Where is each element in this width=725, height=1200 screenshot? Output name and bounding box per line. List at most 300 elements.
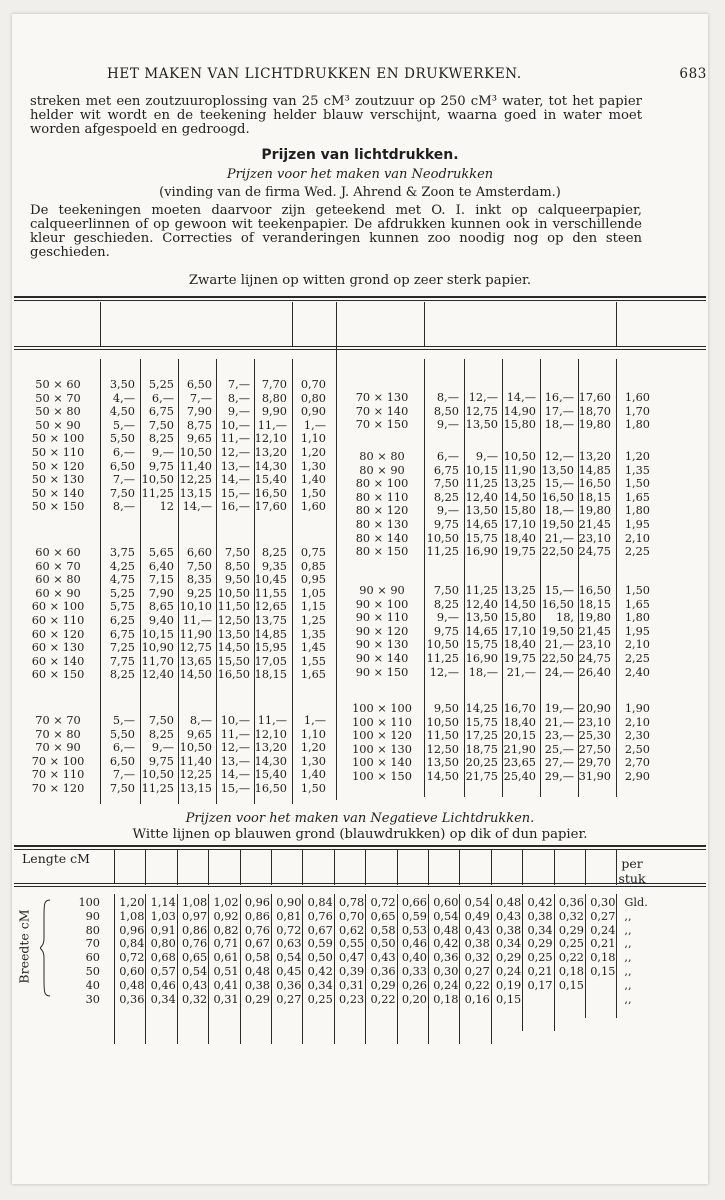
price-cell: 0,15 bbox=[496, 992, 522, 1006]
price-cell: 2,10 bbox=[624, 715, 650, 729]
price-cell: 6,40 bbox=[148, 559, 174, 573]
width-cell: 80 bbox=[85, 923, 100, 937]
price-cell: 0,36 bbox=[370, 965, 396, 978]
price-cell: 1,20 bbox=[119, 896, 145, 909]
price-cell: 7,50 bbox=[224, 546, 250, 559]
price-cell: 9,75 bbox=[148, 459, 174, 473]
size-cell: 100 × 150 bbox=[352, 770, 412, 783]
price-cell: 11,90 bbox=[179, 627, 212, 641]
price-cell: 10,50 bbox=[141, 768, 174, 782]
price-cell: 5,65 bbox=[148, 546, 174, 559]
price-cell: 1,03 bbox=[150, 909, 176, 923]
price-cell: 12,75 bbox=[179, 641, 212, 655]
price-cell: 0,50 bbox=[307, 951, 333, 965]
size-cell: 100 × 120 bbox=[352, 729, 412, 743]
price-cell: 16,50 bbox=[254, 782, 287, 795]
price-cell: 29,70 bbox=[578, 756, 611, 770]
size-cell: 50 × 70 bbox=[35, 391, 81, 405]
price-cell: 2,90 bbox=[624, 770, 650, 783]
price-cell: 16,50 bbox=[541, 597, 574, 611]
size-cell: 60 × 110 bbox=[31, 614, 85, 627]
unit-cell: ,, bbox=[624, 909, 632, 923]
price-cell: 10,90 bbox=[141, 641, 174, 655]
price-cell: 0,29 bbox=[558, 923, 584, 937]
price-cell: 21,— bbox=[544, 531, 574, 545]
price-cell: 13,25 bbox=[503, 584, 536, 597]
price-cell: 21,90 bbox=[503, 742, 536, 756]
price-cell: 18,— bbox=[468, 665, 498, 679]
width-cell: 90 bbox=[85, 909, 100, 923]
price-cell: 5,25 bbox=[148, 378, 174, 391]
price-cell: 0,15 bbox=[558, 978, 584, 992]
price-cell: 0,22 bbox=[464, 978, 490, 992]
price-cell: 0,55 bbox=[339, 937, 365, 951]
price-cell: 12,— bbox=[220, 741, 250, 755]
price-cell: 1,20 bbox=[624, 450, 650, 463]
price-cell: 0,67 bbox=[244, 937, 270, 951]
price-cell: 0,48 bbox=[496, 896, 522, 909]
price-cell: 6,75 bbox=[433, 463, 459, 477]
price-cell: 18,15 bbox=[254, 668, 287, 682]
price-cell: 23,65 bbox=[503, 756, 536, 770]
price-cell: 7,50 bbox=[148, 418, 174, 432]
table-row bbox=[12, 896, 708, 910]
price-cell: 19,80 bbox=[578, 504, 611, 518]
price-cell: 0,19 bbox=[496, 978, 522, 992]
width-cell: 70 bbox=[85, 937, 100, 951]
price-cell: 18,40 bbox=[503, 531, 536, 545]
price-cell: 0,34 bbox=[150, 992, 176, 1006]
price-cell: 2,40 bbox=[624, 665, 650, 679]
price-cell: 1,50 bbox=[624, 584, 650, 597]
price-cell: 20,15 bbox=[503, 729, 536, 743]
table2-caption: Witte lijnen op blauwen grond (blauwdrukken) op dik of dun papier. bbox=[132, 827, 588, 842]
price-cell: 2,25 bbox=[624, 652, 650, 665]
price-cell: 23,10 bbox=[578, 531, 611, 545]
price-cell: 0,63 bbox=[276, 937, 302, 951]
price-cell: 25,30 bbox=[578, 729, 611, 743]
price-cell: 9,— bbox=[436, 611, 459, 625]
price-cell: 0,86 bbox=[182, 923, 208, 937]
price-cell: 8,— bbox=[436, 391, 459, 404]
price-cell: 7,70 bbox=[261, 378, 287, 391]
price-cell: 7,— bbox=[189, 391, 212, 405]
price-cell: 1,45 bbox=[300, 641, 326, 655]
price-cell: 0,41 bbox=[213, 978, 239, 992]
table-row bbox=[12, 910, 708, 924]
per-stuk-label bbox=[614, 856, 650, 886]
price-cell: 1,10 bbox=[300, 727, 326, 741]
price-cell: 11,25 bbox=[426, 545, 459, 559]
price-cell: 15,75 bbox=[465, 715, 498, 729]
price-cell: 6,75 bbox=[109, 627, 135, 641]
size-cell: 80 × 90 bbox=[359, 463, 405, 477]
price-cell: 5,25 bbox=[109, 586, 135, 600]
price-cell: 1,65 bbox=[624, 597, 650, 611]
price-cell: 13,50 bbox=[426, 756, 459, 770]
size-cell: 60 × 100 bbox=[31, 600, 85, 614]
price-cell: 8,25 bbox=[148, 432, 174, 446]
price-cell: 0,60 bbox=[433, 896, 459, 909]
price-cell: 4,25 bbox=[109, 559, 135, 573]
price-cell: 8,25 bbox=[261, 546, 287, 559]
unit-cell: ,, bbox=[624, 965, 632, 978]
price-cell: 14,25 bbox=[465, 702, 498, 715]
price-cell: 0,72 bbox=[119, 951, 145, 965]
price-cell: 1,40 bbox=[300, 473, 326, 487]
subheading-note: (vinding van de firma Wed. J. Ahrend & Zoon te Amsterdam.) bbox=[159, 185, 561, 200]
price-cell: 0,66 bbox=[401, 896, 427, 909]
price-cell: 17,05 bbox=[254, 654, 287, 668]
price-cell: 1,15 bbox=[300, 600, 326, 614]
price-cell: 12,40 bbox=[465, 597, 498, 611]
price-cell: 14,30 bbox=[254, 459, 287, 473]
size-cell: 70 × 130 bbox=[355, 391, 409, 404]
price-cell: 8,80 bbox=[261, 391, 287, 405]
price-cell: 0,42 bbox=[307, 965, 333, 978]
price-cell: 16,50 bbox=[217, 668, 250, 682]
price-cell: 1,80 bbox=[624, 504, 650, 518]
price-cell: 9,— bbox=[436, 504, 459, 518]
price-cell: 13,20 bbox=[254, 446, 287, 459]
size-cell: 60 × 80 bbox=[35, 573, 81, 587]
size-cell: 70 × 90 bbox=[35, 741, 81, 755]
price-cell: 19,75 bbox=[503, 545, 536, 559]
price-cell: 1,35 bbox=[300, 627, 326, 641]
price-cell: 6,25 bbox=[109, 614, 135, 627]
price-cell: 0,86 bbox=[244, 909, 270, 923]
price-cell: 21,— bbox=[544, 638, 574, 652]
price-cell: 13,20 bbox=[578, 450, 611, 463]
table1-caption: Zwarte lijnen op witten grond op zeer sterk papier. bbox=[188, 273, 532, 288]
price-cell: 7,— bbox=[112, 768, 135, 782]
price-cell: 6,— bbox=[112, 741, 135, 755]
price-cell: 12,— bbox=[468, 391, 498, 404]
price-cell: 0,27 bbox=[590, 909, 616, 923]
price-cell: 7,75 bbox=[109, 654, 135, 668]
size-cell: 50 × 140 bbox=[31, 486, 85, 500]
price-cell: 12 bbox=[159, 500, 174, 514]
price-cell: 17,25 bbox=[465, 729, 498, 743]
price-cell: 23,10 bbox=[578, 715, 611, 729]
price-table-negatieve bbox=[12, 14, 708, 1184]
price-cell: 10,— bbox=[220, 714, 250, 727]
price-cell: 19,80 bbox=[578, 418, 611, 432]
price-cell: 12,— bbox=[220, 446, 250, 459]
price-cell: 15,75 bbox=[465, 638, 498, 652]
price-cell: 0,43 bbox=[496, 909, 522, 923]
price-cell: 13,25 bbox=[503, 477, 536, 491]
width-cell: 100 bbox=[78, 896, 100, 909]
price-cell: 12,25 bbox=[179, 768, 212, 782]
price-cell: 19,— bbox=[544, 702, 574, 715]
price-cell: 2,30 bbox=[624, 729, 650, 743]
price-cell: 1,30 bbox=[300, 754, 326, 768]
price-cell: 0,75 bbox=[300, 546, 326, 559]
intro-paragraph: streken met een zoutzuuroplossing van 25 cM³ zoutzuur op 250 cM³ water, tot het papier helder wit wordt en de teekening helder blauw verschijnt, waarna goed in water moet worden afgespoeld en gedroogd. bbox=[30, 94, 642, 137]
price-cell: 12,40 bbox=[141, 668, 174, 682]
price-cell: 0,22 bbox=[558, 951, 584, 965]
price-cell: 3,75 bbox=[109, 546, 135, 559]
price-cell: 1,14 bbox=[150, 896, 176, 909]
price-cell: 18,70 bbox=[578, 404, 611, 418]
size-cell: 60 × 120 bbox=[31, 627, 85, 641]
price-cell: 15,75 bbox=[465, 531, 498, 545]
price-cell: 21,45 bbox=[578, 518, 611, 531]
price-cell: 0,68 bbox=[150, 951, 176, 965]
price-cell: 13,50 bbox=[217, 627, 250, 641]
price-cell: 11,70 bbox=[141, 654, 174, 668]
price-cell: 18,40 bbox=[503, 638, 536, 652]
price-cell: 0,30 bbox=[590, 896, 616, 909]
price-cell: 0,80 bbox=[300, 391, 326, 405]
price-cell: 16,90 bbox=[465, 652, 498, 665]
price-cell: 0,27 bbox=[464, 965, 490, 978]
price-cell: 0,29 bbox=[244, 992, 270, 1006]
price-cell: 0,17 bbox=[527, 978, 553, 992]
price-cell: 0,48 bbox=[433, 923, 459, 937]
price-cell: 11,40 bbox=[179, 459, 212, 473]
price-cell: 13,20 bbox=[254, 741, 287, 755]
price-cell: 2,50 bbox=[624, 742, 650, 756]
price-cell: 7,50 bbox=[148, 714, 174, 727]
price-cell: 1,02 bbox=[213, 896, 239, 909]
price-cell: 1,50 bbox=[300, 782, 326, 795]
price-cell: 17,— bbox=[544, 404, 574, 418]
price-cell: 31,90 bbox=[578, 770, 611, 783]
price-cell: 13,50 bbox=[541, 463, 574, 477]
price-cell: 6,— bbox=[112, 446, 135, 459]
size-cell: 60 × 140 bbox=[31, 654, 85, 668]
price-cell: 0,34 bbox=[307, 978, 333, 992]
price-cell: 1,60 bbox=[300, 500, 326, 514]
price-cell: 12,25 bbox=[179, 473, 212, 487]
price-cell: 12,75 bbox=[465, 404, 498, 418]
price-cell: 15,95 bbox=[254, 641, 287, 655]
price-cell: 10,50 bbox=[179, 741, 212, 755]
price-cell: 0,24 bbox=[433, 978, 459, 992]
lengte-label: Lengte cM bbox=[22, 851, 90, 866]
price-cell: 10,50 bbox=[141, 473, 174, 487]
price-cell: 8,— bbox=[189, 714, 212, 727]
size-cell: 80 × 80 bbox=[359, 450, 405, 463]
price-cell: 0,78 bbox=[339, 896, 365, 909]
price-cell: 0,46 bbox=[150, 978, 176, 992]
price-cell: 1,20 bbox=[300, 446, 326, 459]
price-cell: 0,84 bbox=[119, 937, 145, 951]
price-cell: 0,45 bbox=[276, 965, 302, 978]
price-cell: 2,70 bbox=[624, 756, 650, 770]
price-cell: 18,— bbox=[544, 418, 574, 432]
price-cell: 11,— bbox=[257, 418, 287, 432]
price-cell: 8,25 bbox=[109, 668, 135, 682]
table-row bbox=[12, 937, 708, 951]
price-cell: 7,50 bbox=[433, 584, 459, 597]
size-cell: 90 × 140 bbox=[355, 652, 409, 665]
price-cell: 12,— bbox=[429, 665, 459, 679]
price-cell: 17,10 bbox=[503, 518, 536, 531]
price-cell: 1,95 bbox=[624, 518, 650, 531]
price-cell: 18,— bbox=[544, 504, 574, 518]
price-cell: 1,90 bbox=[624, 702, 650, 715]
price-cell: 1,25 bbox=[300, 614, 326, 627]
price-cell: 1,08 bbox=[119, 909, 145, 923]
price-cell: 5,— bbox=[112, 714, 135, 727]
price-cell: 16,— bbox=[544, 391, 574, 404]
price-cell: 26,40 bbox=[578, 665, 611, 679]
table-row bbox=[12, 951, 708, 965]
price-cell: 5,— bbox=[112, 418, 135, 432]
unit-cell: ,, bbox=[624, 978, 632, 992]
price-cell: 0,53 bbox=[401, 923, 427, 937]
price-cell: 0,54 bbox=[433, 909, 459, 923]
price-cell: 0,21 bbox=[527, 965, 553, 978]
price-cell: 16,50 bbox=[541, 490, 574, 504]
price-cell: 9,50 bbox=[433, 702, 459, 715]
price-cell: 0,62 bbox=[339, 923, 365, 937]
size-cell: 80 × 130 bbox=[355, 518, 409, 531]
price-cell: 8,25 bbox=[433, 597, 459, 611]
price-cell: 0,85 bbox=[300, 559, 326, 573]
price-cell: 0,72 bbox=[370, 896, 396, 909]
size-cell: 90 × 110 bbox=[355, 611, 409, 625]
price-cell: 7,90 bbox=[148, 586, 174, 600]
price-cell: 13,75 bbox=[254, 614, 287, 627]
price-cell: 0,38 bbox=[527, 909, 553, 923]
price-cell: 10,50 bbox=[426, 715, 459, 729]
price-cell: 0,48 bbox=[119, 978, 145, 992]
price-cell: 9,25 bbox=[186, 586, 212, 600]
price-cell: 0,18 bbox=[558, 965, 584, 978]
price-cell: 9,— bbox=[151, 446, 174, 459]
size-cell: 50 × 150 bbox=[31, 500, 85, 514]
price-cell: 1,30 bbox=[300, 459, 326, 473]
price-cell: 1,— bbox=[303, 714, 326, 727]
price-cell: 0,65 bbox=[370, 909, 396, 923]
price-cell: 0,18 bbox=[590, 951, 616, 965]
price-cell: 9,65 bbox=[186, 727, 212, 741]
price-cell: 14,— bbox=[182, 500, 212, 514]
price-cell: 0,20 bbox=[401, 992, 427, 1006]
price-cell: 10,50 bbox=[503, 450, 536, 463]
price-cell: 13,65 bbox=[179, 654, 212, 668]
price-cell: 10,45 bbox=[254, 573, 287, 587]
price-cell: 14,50 bbox=[503, 490, 536, 504]
price-cell: 7,90 bbox=[186, 405, 212, 419]
price-cell: 25,40 bbox=[503, 770, 536, 783]
table-row bbox=[12, 979, 708, 993]
subheading-italic: Prijzen voor het maken van Neodrukken bbox=[226, 167, 494, 182]
price-cell: 17,60 bbox=[578, 391, 611, 404]
price-cell: 11,— bbox=[220, 432, 250, 446]
unit-cell: ,, bbox=[624, 937, 632, 951]
price-cell: 9,65 bbox=[186, 432, 212, 446]
price-cell: 2,25 bbox=[624, 545, 650, 559]
price-cell: 1,95 bbox=[624, 624, 650, 638]
price-cell: 0,42 bbox=[527, 896, 553, 909]
price-cell: 13,50 bbox=[465, 504, 498, 518]
price-cell: 2,10 bbox=[624, 531, 650, 545]
price-cell: 0,92 bbox=[213, 909, 239, 923]
price-cell: 14,— bbox=[220, 768, 250, 782]
price-cell: 16,50 bbox=[578, 584, 611, 597]
price-cell: 16,50 bbox=[254, 486, 287, 500]
price-cell: 0,96 bbox=[244, 896, 270, 909]
price-cell: 7,— bbox=[112, 473, 135, 487]
price-cell: 14,85 bbox=[578, 463, 611, 477]
price-cell: 0,24 bbox=[590, 923, 616, 937]
price-cell: 0,51 bbox=[213, 965, 239, 978]
unit-cell: Gld. bbox=[624, 896, 648, 909]
price-cell: 22,50 bbox=[541, 652, 574, 665]
size-cell: 50 × 90 bbox=[35, 418, 81, 432]
price-cell: 0,80 bbox=[150, 937, 176, 951]
breedte-label: Breedte cM bbox=[16, 909, 32, 984]
price-cell: 15,— bbox=[220, 782, 250, 795]
running-head-title: HET MAKEN VAN LICHTDRUKKEN EN DRUKWERKEN. bbox=[107, 66, 522, 82]
price-cell: 0,38 bbox=[496, 923, 522, 937]
size-cell: 50 × 80 bbox=[35, 405, 81, 419]
price-cell: 1,10 bbox=[300, 432, 326, 446]
price-cell: 0,31 bbox=[213, 992, 239, 1006]
price-cell: 0,34 bbox=[496, 937, 522, 951]
price-cell: 1,35 bbox=[624, 463, 650, 477]
price-cell: 11,55 bbox=[254, 586, 287, 600]
price-cell: 0,76 bbox=[182, 937, 208, 951]
price-cell: 0,36 bbox=[276, 978, 302, 992]
price-cell: 19,50 bbox=[541, 624, 574, 638]
price-cell: 10,50 bbox=[179, 446, 212, 459]
unit-cell: ,, bbox=[624, 992, 632, 1006]
price-cell: 7,15 bbox=[148, 573, 174, 587]
price-cell: 0,47 bbox=[339, 951, 365, 965]
price-cell: 8,65 bbox=[148, 600, 174, 614]
price-cell: 5,50 bbox=[109, 727, 135, 741]
price-cell: 19,50 bbox=[541, 518, 574, 531]
price-cell: 0,50 bbox=[370, 937, 396, 951]
price-cell: 6,75 bbox=[148, 405, 174, 419]
price-cell: 17,10 bbox=[503, 624, 536, 638]
price-cell: 11,25 bbox=[465, 584, 498, 597]
size-cell: 80 × 150 bbox=[355, 545, 409, 559]
price-cell: 11,— bbox=[257, 714, 287, 727]
price-cell: 13,50 bbox=[465, 611, 498, 625]
table-row bbox=[12, 924, 708, 938]
price-cell: 0,97 bbox=[182, 909, 208, 923]
price-cell: 3,50 bbox=[109, 378, 135, 391]
price-cell: 0,36 bbox=[433, 951, 459, 965]
price-cell: 0,90 bbox=[276, 896, 302, 909]
price-cell: 1,50 bbox=[624, 477, 650, 491]
price-cell: 0,15 bbox=[590, 965, 616, 978]
price-cell: 9,40 bbox=[148, 614, 174, 627]
price-cell: 1,65 bbox=[624, 490, 650, 504]
price-cell: 25,— bbox=[544, 742, 574, 756]
price-cell: 1,50 bbox=[300, 486, 326, 500]
price-cell: 16,90 bbox=[465, 545, 498, 559]
price-cell: 0,32 bbox=[464, 951, 490, 965]
per-label: per bbox=[621, 856, 643, 871]
price-cell: 12,— bbox=[544, 450, 574, 463]
table2-caption-italic: Prijzen voor het maken van Negatieve Lichtdrukken. bbox=[185, 811, 535, 826]
table-row bbox=[12, 965, 708, 979]
price-cell: 6,— bbox=[436, 450, 459, 463]
price-cell: 13,— bbox=[220, 754, 250, 768]
price-cell: 9,35 bbox=[261, 559, 287, 573]
width-cell: 60 bbox=[85, 951, 100, 965]
price-cell: 0,76 bbox=[244, 923, 270, 937]
size-cell: 60 × 70 bbox=[35, 559, 81, 573]
